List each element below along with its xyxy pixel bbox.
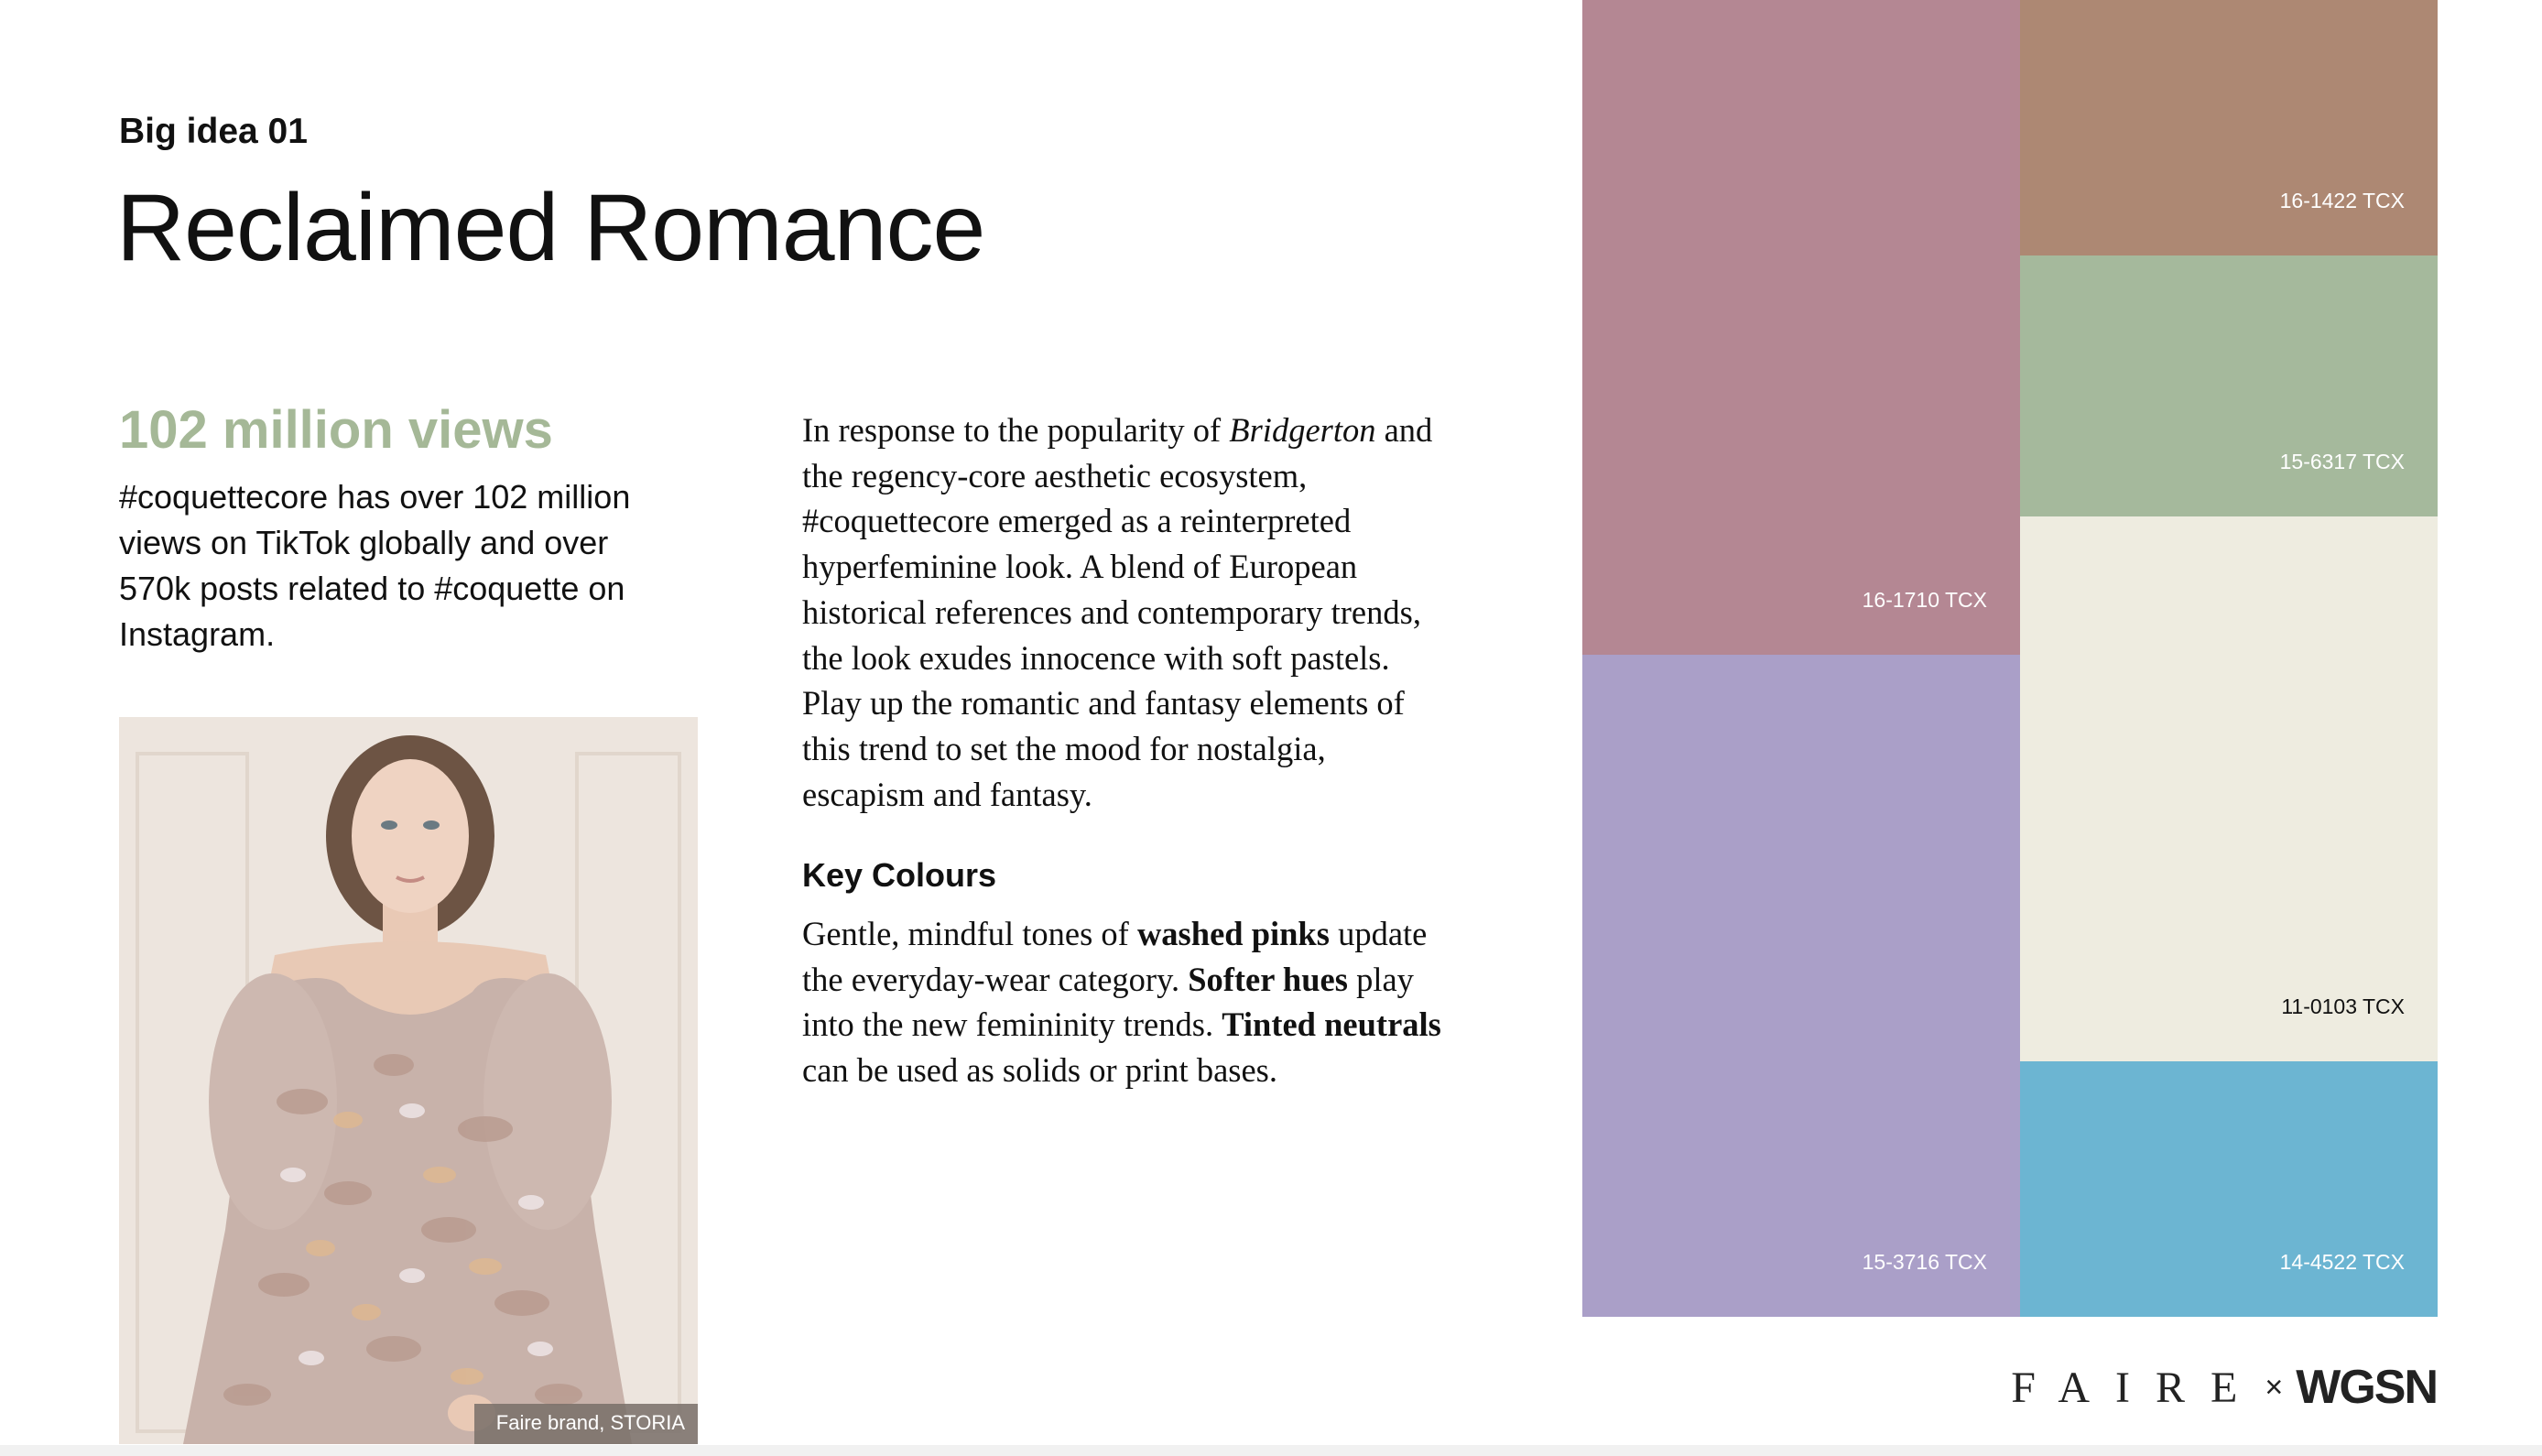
key-colours-paragraph [802,911,1443,1093]
swatch-code: 14-4522 TCX [2279,1250,2405,1274]
stat-headline: 102 million views [119,400,553,460]
photo-credit: Faire brand, STORIA [474,1404,698,1444]
key-colours-heading: Key Colours [802,856,997,894]
body-paragraph [802,407,1443,817]
swatch-code: 16-1422 TCX [2279,189,2405,212]
section-kicker: Big idea 01 [119,112,308,151]
key-bold-3: Tinted neutrals [1222,1005,1441,1044]
swatch-code: 15-3716 TCX [1862,1250,1987,1274]
key-bold-1: washed pinks [1136,915,1330,952]
swatch-pink [1582,0,2020,655]
swatch-ivory [2020,516,2438,1061]
swatch-code: 15-6317 TCX [2279,450,2405,473]
body-text-2: and the regency-core aesthetic ecosystem, #coquettecore emerged as a reinterpreted hyperfeminine look. A blend of European historical references and contemporary trends, the look exudes innocence with soft pastels. Play up the romantic and fantasy elements of this trend to set the mood for nostalgia, escapism and fantasy. [802,411,1433,813]
logo-separator: × [2265,1369,2284,1405]
swatch-sage [2020,255,2438,516]
key-bold-2: Softer hues [1188,960,1348,998]
bottom-divider [0,1445,2542,1456]
stat-description: #coquettecore has over 102 million views on TikTok globally and over 570k posts related to #coquette on Instagram. [119,478,631,653]
key-text-2: update the everyday-wear category. [802,915,1428,998]
page-title: Reclaimed Romance [116,175,985,281]
faire-wordmark: FAIRE [2011,1363,2264,1412]
brand-logo [2011,1360,2437,1415]
body-italic-title: Bridgerton [1229,411,1376,449]
key-text-3: play into the new femininity trends. [802,960,1414,1044]
swatch-code: 16-1710 TCX [1862,588,1987,612]
key-text-4: can be used as solids or print bases. [802,1051,1278,1090]
swatch-tan [2020,0,2438,255]
model-photo [119,717,698,1444]
key-text-1: Gentle, mindful tones of [802,915,1137,952]
wgsn-wordmark: WGSN [2296,1361,2437,1414]
dress-illustration [119,717,698,1444]
swatch-code: 11-0103 TCX [2281,994,2405,1018]
swatch-lavender [1582,655,2020,1317]
swatch-blue [2020,1061,2438,1317]
body-text-1: In response to the popularity of [802,411,1230,449]
